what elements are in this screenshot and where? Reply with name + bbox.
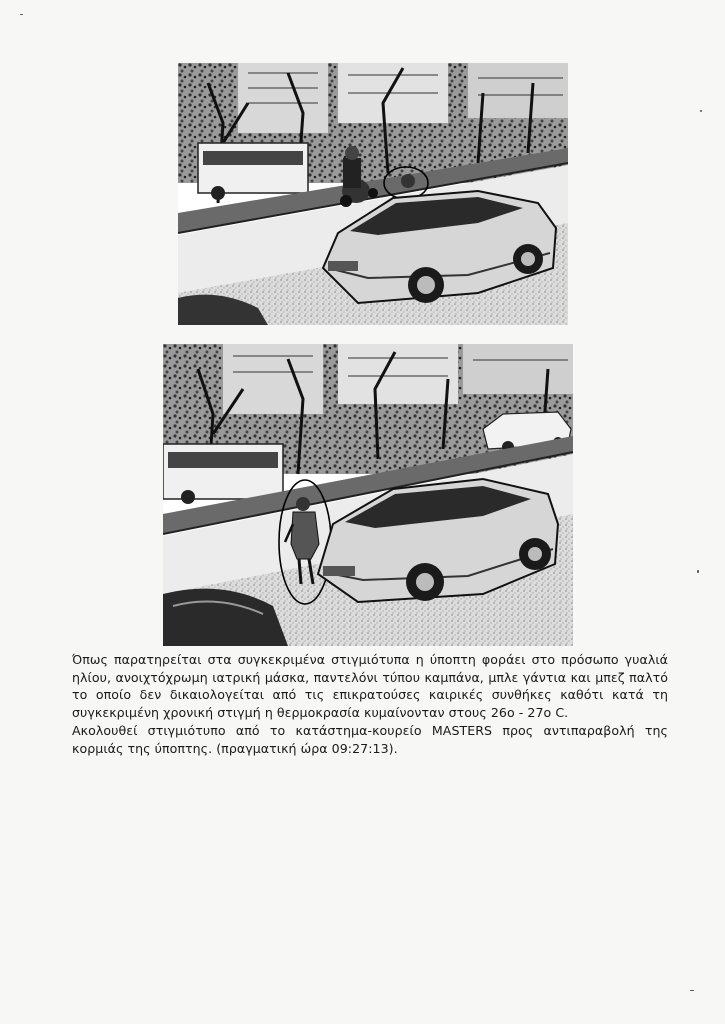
- scan-speck: [690, 990, 694, 991]
- photo-1-drawing: [178, 63, 568, 325]
- scan-speck: [697, 570, 699, 573]
- photo-2-drawing: [163, 344, 573, 646]
- surveillance-photo-1: [178, 63, 568, 325]
- caption-text: [72, 651, 668, 758]
- scan-speck: [20, 14, 23, 15]
- paragraph-1: Όπως παρατηρείται στα συγκεκριμένα στιγμιότυπα η ύποπτη φοράει στο πρόσωπο γυαλιά ηλίου, ανοιχτόχρωμη ιατρική μάσκα, παντελόνι τύπου καμπάνα, μπλε γάντια και μπεζ παλτό το οποίο δεν δικαιολογείται από τις επικρατούσες καιρικές συνθήκες καθότι κατά τη συγκεκριμένη χρονική στιγμή η θερμοκρασία κυμαίνονταν στους 26ο - 27ο C.: [72, 652, 668, 720]
- surveillance-photo-2: [163, 344, 573, 646]
- paragraph-2: Ακολουθεί στιγμιότυπο από το κατάστημα-κουρείο MASTERS προς αντιπαραβολή της κορμιάς της ύποπτης. (πραγματική ώρα 09:27:13).: [72, 723, 668, 756]
- scan-speck: [700, 110, 702, 112]
